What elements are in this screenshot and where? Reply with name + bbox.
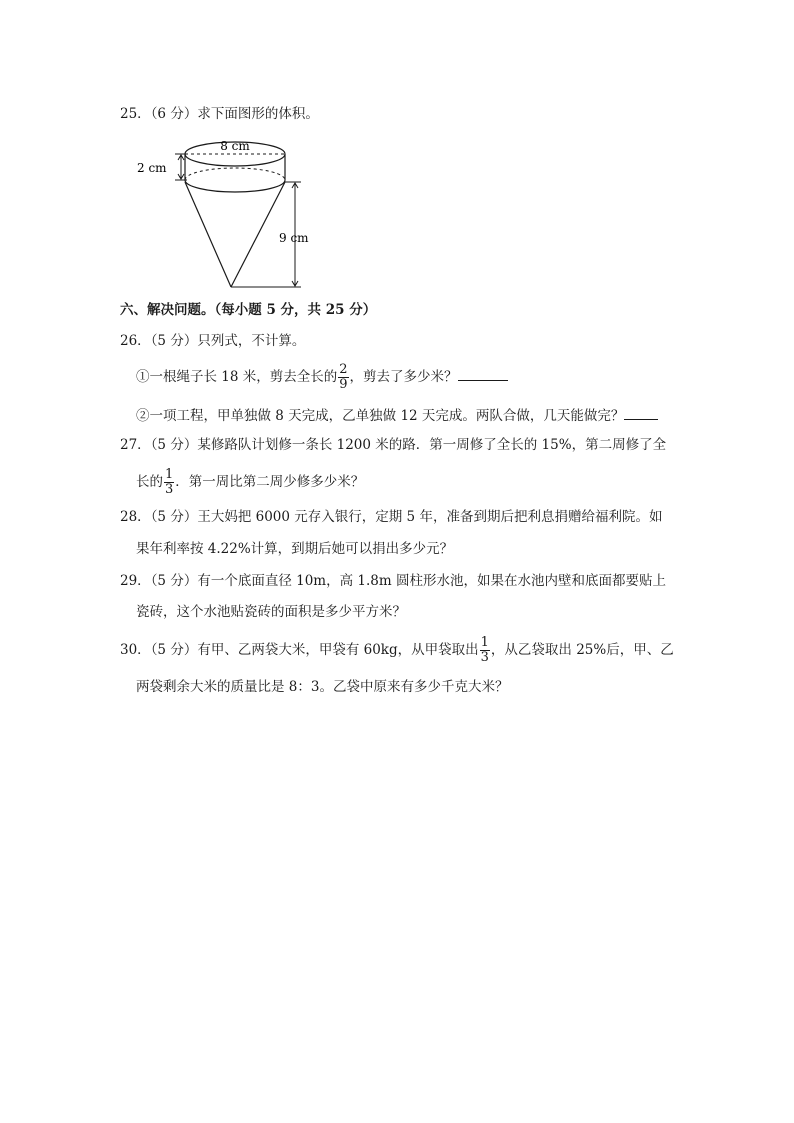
question-text: 有一个底面直径 10m，高 1.8m 圆柱形水池，如果在水池内壁和底面都要贴上 [197, 573, 666, 589]
sub2-text: ②一项工程，甲单独做 8 天完成，乙单独做 12 天完成。两队合做，几天能做完？ [136, 408, 625, 424]
cylinder-bottom-back [185, 168, 285, 180]
question-text: 只列式，不计算。 [197, 333, 306, 349]
answer-blank[interactable] [624, 405, 658, 420]
q28-line2: 果年利率按 4.22%计算，到期后她可以捐出多少元？ [136, 541, 454, 557]
cylinder-cone-figure [135, 132, 335, 292]
fraction [164, 468, 174, 497]
q30-line2: 两袋剩余大米的质量比是 8：3。乙袋中原来有多少千克大米？ [136, 679, 509, 695]
cylinder-bottom-front [185, 180, 285, 192]
cone-height-label: 9 cm [279, 231, 309, 245]
question-number: 30． [120, 642, 151, 658]
section-heading: 六、解决问题。（每小题 5 分，共 25 分） [120, 302, 377, 318]
q27-line2 [136, 468, 364, 497]
fraction [338, 363, 348, 392]
fraction-denominator: 9 [339, 377, 348, 392]
q27-text-pre: 长的 [136, 474, 163, 490]
q29-line1 [120, 571, 666, 591]
q26-sub1 [136, 363, 508, 392]
fraction-denominator: 3 [480, 650, 489, 665]
sub1-text-post: ，剪去了多少米？ [349, 369, 458, 385]
diameter-label: 8 cm [220, 139, 250, 153]
q29-line2: 瓷砖，这个水池贴瓷砖的面积是多少平方米？ [136, 604, 406, 620]
cone-left-edge [185, 182, 231, 287]
q30-text-post: ，从乙袋取出 25%后，甲、乙 [490, 642, 674, 658]
fraction-denominator: 3 [165, 482, 174, 497]
cone-right-edge [231, 182, 285, 287]
sub1-text-pre: ①一根绳子长 18 米，剪去全长的 [136, 369, 338, 385]
question-number: 27． [120, 437, 151, 453]
fraction [480, 636, 490, 665]
q26-line [120, 331, 305, 351]
q30-text-pre: 有甲、乙两袋大米，甲袋有 60kg，从甲袋取出 [197, 642, 479, 658]
q25-line [120, 104, 319, 124]
question-text: 王大妈把 6000 元存入银行，定期 5 年，准备到期后把利息捐赠给福利院。如 [197, 509, 663, 525]
fraction-numerator: 2 [339, 362, 348, 377]
question-score: （6 分） [150, 106, 198, 122]
q27-text-post: ．第一周比第二周少修多少米？ [175, 474, 365, 490]
q27-line1 [120, 435, 666, 455]
question-number: 28． [120, 509, 151, 525]
question-score: （5 分） [150, 437, 198, 453]
q30-line1 [120, 636, 674, 665]
question-score: （5 分） [150, 509, 198, 525]
q28-line1 [120, 507, 662, 527]
fraction-numerator: 1 [165, 467, 174, 482]
cyl-height-label: 2 cm [137, 161, 167, 175]
question-number: 26． [120, 333, 151, 349]
question-score: （5 分） [150, 333, 198, 349]
question-text: 某修路队计划修一条长 1200 米的路．第一周修了全长的 15%，第二周修了全 [197, 437, 667, 453]
question-number: 25． [120, 106, 151, 122]
q26-sub2 [136, 405, 658, 426]
question-number: 29． [120, 573, 151, 589]
answer-blank[interactable] [458, 366, 508, 381]
fraction-numerator: 1 [480, 635, 489, 650]
question-score: （5 分） [150, 642, 198, 658]
question-text: 求下面图形的体积。 [197, 106, 319, 122]
question-score: （5 分） [150, 573, 198, 589]
